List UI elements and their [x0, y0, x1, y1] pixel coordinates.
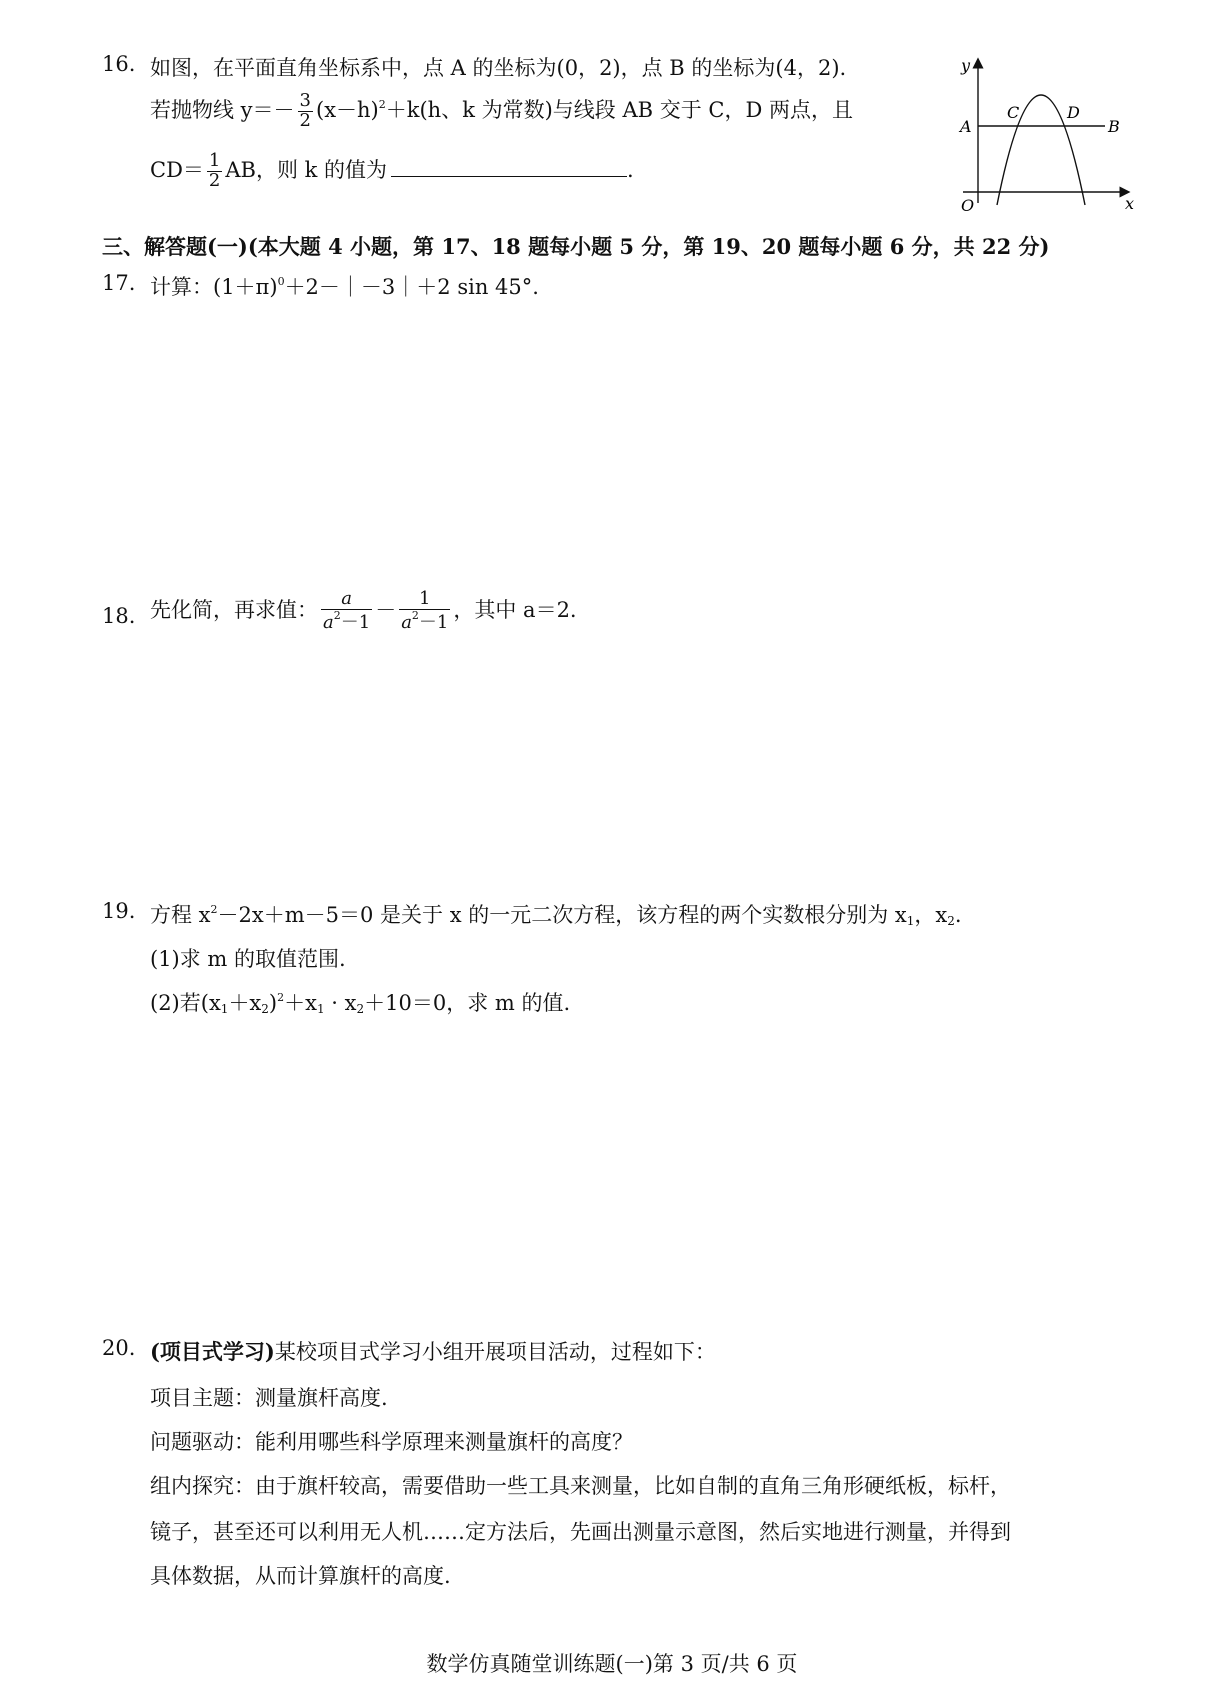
parabola-figure — [955, 55, 1155, 215]
q19-line-1-b: －2x＋m－5＝0 是关于 x 的一元二次方程，该方程的两个实数根分别为 x — [217, 903, 907, 927]
q19-part-2-d: ＋x — [284, 991, 317, 1015]
q19-line-1-sup: 2 — [210, 903, 218, 916]
label-y: y — [961, 56, 971, 75]
q18-text-b: ，其中 a＝2. — [453, 597, 577, 622]
q18-fraction-2 — [399, 590, 450, 633]
q19-line-1-d: . — [954, 903, 962, 927]
q20-line-5: 镜子，甚至还可以利用无人机……定方法后，先画出测量示意图，然后实地进行测量，并得到 — [150, 1520, 1011, 1544]
q16-line-3-a: CD＝ — [150, 157, 204, 182]
q20-number: 20. — [102, 1336, 136, 1360]
q19-part-2-a: (2)若(x — [150, 991, 221, 1015]
q19-part-2-b: ＋x — [228, 991, 262, 1015]
q17-text-a: 计算：(1＋π) — [150, 275, 278, 299]
q16-fraction — [298, 92, 313, 131]
label-origin: O — [961, 196, 975, 215]
q18-f1-den — [321, 609, 372, 633]
q19-line-1-c: ，x — [914, 903, 948, 927]
q19-part-2-sub3: 1 — [316, 1002, 325, 1016]
label-a: A — [960, 117, 972, 136]
q19-part-2-sub1: 1 — [220, 1002, 229, 1016]
q16-answer-blank[interactable] — [391, 156, 627, 177]
q18-f2-den-sup: 2 — [411, 608, 419, 622]
q19-part-2-c: ) — [268, 991, 278, 1015]
q16-line-2-sup: 2 — [378, 97, 386, 111]
q20-line-6: 具体数据，从而计算旗杆的高度. — [150, 1564, 451, 1588]
q19-part-2-sup: 2 — [277, 991, 285, 1004]
q16-line-2-a: 若抛物线 y＝－ — [150, 97, 295, 122]
q20-line-1-text: 某校项目式学习小组开展项目活动，过程如下： — [274, 1340, 716, 1364]
q16-line-3-b: AB，则 k 的值为 — [225, 157, 388, 182]
q19-part-2-e: · x — [324, 991, 357, 1015]
q16-number: 16. — [102, 52, 136, 76]
q19-part-2-sub2: 2 — [261, 1002, 269, 1016]
q17-text-b: ＋2－｜－3｜＋2 sin 45°. — [284, 275, 539, 299]
q16-line-3-end: . — [627, 157, 634, 182]
q17-number: 17. — [102, 271, 136, 295]
q19-part-2-f: ＋10＝0，求 m 的值. — [364, 991, 571, 1015]
q18-f2-den-b: －1 — [418, 611, 449, 633]
label-x: x — [1125, 194, 1135, 213]
q19-line-1 — [150, 899, 962, 929]
q19-line-1-sub2: 2 — [947, 914, 955, 928]
q18-f1-den-sup: 2 — [333, 608, 341, 622]
q18-f1-den-a: a — [323, 611, 334, 633]
q16-line-3 — [150, 152, 634, 191]
q20-tag: (项目式学习) — [150, 1339, 275, 1364]
q20-line-4: 组内探究：由于旗杆较高，需要借助一些工具来测量，比如自制的直角三角形硬纸板，标杆， — [150, 1474, 1011, 1498]
q19-part-2-sub4: 2 — [356, 1002, 365, 1016]
q16-line-3-fraction-num: 1 — [208, 150, 221, 171]
q18-f1-num: a — [341, 588, 352, 609]
section-3-heading: 三、解答题(一)(本大题 4 小题，第 17、18 题每小题 5 分，第 19、20 题每小题 6 分，共 22 分) — [102, 234, 1050, 259]
q19-part-1: (1)求 m 的取值范围. — [150, 947, 346, 971]
q16-line-2 — [150, 92, 853, 131]
q19-line-1-sub1: 1 — [906, 914, 915, 928]
label-d: D — [1067, 103, 1080, 122]
q18-number: 18. — [102, 604, 136, 628]
q20-line-1 — [150, 1336, 716, 1366]
q16-line-2-c: ＋k(h、k 为常数)与线段 AB 交于 C，D 两点，且 — [385, 97, 854, 122]
q18-f2-den-a: a — [401, 611, 412, 633]
q20-line-2: 项目主题：测量旗杆高度. — [150, 1386, 388, 1410]
q16-line-3-fraction-den: 2 — [208, 169, 221, 191]
q16-line-1: 如图，在平面直角坐标系中，点 A 的坐标为(0，2)，点 B 的坐标为(4，2). — [150, 56, 847, 80]
q19-part-2 — [150, 987, 570, 1017]
q16-fraction-num: 3 — [299, 90, 311, 111]
q16-line-3-fraction — [207, 152, 222, 191]
label-c: C — [1007, 103, 1020, 122]
label-b: B — [1108, 117, 1120, 136]
q18-fraction-1 — [321, 590, 372, 633]
q18-f2-num: 1 — [419, 588, 431, 609]
q18-f2-den — [399, 609, 450, 633]
q19-number: 19. — [102, 899, 136, 923]
q16-line-2-b: (x－h) — [316, 97, 379, 122]
q16-fraction-den: 2 — [299, 109, 311, 131]
q17-line — [150, 271, 539, 301]
q20-line-3: 问题驱动：能利用哪些科学原理来测量旗杆的高度？ — [150, 1430, 633, 1454]
q18-f1-den-b: －1 — [340, 611, 371, 633]
q18-line — [150, 590, 577, 633]
q19-line-1-a: 方程 x — [150, 903, 211, 927]
q18-minus: － — [375, 597, 397, 622]
q17-sup: 0 — [277, 275, 285, 288]
page-footer: 数学仿真随堂训练题(一)第 3 页/共 6 页 — [426, 1652, 798, 1676]
q18-text-a: 先化简，再求值： — [150, 597, 318, 622]
